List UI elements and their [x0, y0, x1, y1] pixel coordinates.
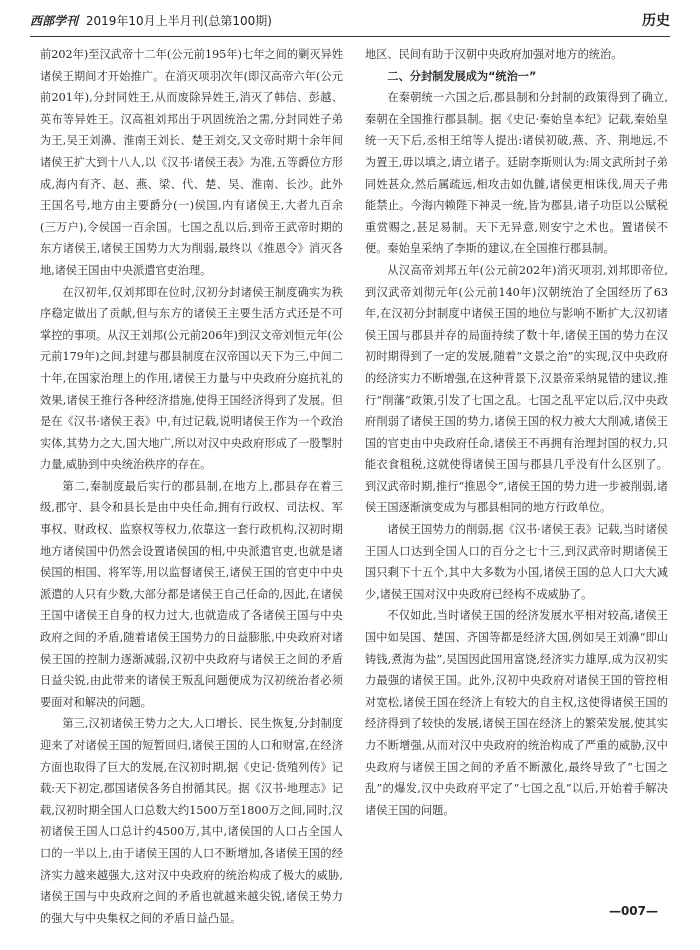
paragraph: 在汉初年,仅刘邦即在位时,汉初分封诸侯王制度确实为秩序稳定做出了贡献,但与东方的诸侯王主要生活方式还是不可掌控的事项。从汉王刘邦(公元前206年)到汉文帝刘恒元年(公元前179年)之间,封建与郡县制度在汉帝国以天下为三,中间二十年,在国家治理上的作用,诸侯王力量与中央政府分庭抗礼的效果,诸侯王推行各种经济措施,使得王国经济得到了发展。但是在《汉书·诸侯王表》中,有过记载,说明诸侯王作为一个政治实体,其势力之大,国大地广,所以对汉中央政府形成了一股掣肘力量,威胁到中央统治秩序的存在。 [40, 285, 343, 472]
paragraph: 地区、民间有助于汉朝中央政府加强对地方的统治。 [365, 48, 623, 61]
journal-info [30, 12, 272, 29]
section-label: 历史 [642, 13, 670, 29]
paragraph: 在秦朝统一六国之后,郡县制和分封制的政策得到了确立,秦朝在全国推行郡县制。据《史记·秦始皇本纪》记载,秦始皇统一天下后,丞相王绾等人提出:诸侯初破,燕、齐、荆地远,不为置王,毋以填之,请立诸子。廷尉李斯则认为:周文武所封子弟同姓甚众,然后属疏远,相攻击如仇雠,诸侯更相诛伐,周天子弗能禁止。今海内赖陛下神灵一统,皆为郡县,诸子功臣以公赋税重赏赐之,甚足易制。天下无异意,则安宁之术也。置诸侯不便。秦始皇采纳了李斯的建议,在全国推行郡县制。 [365, 91, 668, 256]
page-header [30, 10, 670, 37]
issue-info: 2019年10月上半月刊(总第100期) [85, 14, 272, 28]
right-column [365, 44, 668, 894]
section-heading: 二、分封制发展成为“统治一” [387, 69, 537, 83]
page-number: —007— [608, 904, 658, 918]
paragraph: 前202年)至汉武帝十二年(公元前195年)七年之间的剿灭异姓诸侯王期间才开始推广。在消灭项羽次年(即汉高帝六年(公元前201年),分封同姓王,从而废除异姓王,消灭了韩信、彭越、英布等异姓王。汉高祖刘邦出于巩固统治之需,分封同姓子弟为王,吴王刘濞、淮南王刘长、楚王刘交,又文帝时期十余年间诸侯王扩大到十八人,以《汉书·诸侯王表》为准,五等爵位方形成,海内有齐、赵、燕、梁、代、楚、吴、淮南、长沙。此外王国名号,地方由主要爵分(一)侯国,内有诸侯王,大者九百余(三万户),令侯国一百余国。七国之乱以后,到帝王武帝时期的东方诸侯王,诸侯王国势力大为削弱,最终以《推恩令》消灭各地,诸侯王国由中央派遣官吏治理。 [40, 48, 343, 277]
paragraph: 不仅如此,当时诸侯王国的经济发展水平相对较高,诸侯王国中如吴国、楚国、齐国等都是经济大国,例如吴王刘濞“即山铸钱,煮海为盐”,吴国因此国用富饶,经济实力雄厚,成为汉初实力最强的诸侯王国。此外,汉初中央政府对诸侯王国的管控相对宽松,诸侯王国在经济上有较大的自主权,这使得诸侯王国的经济得到了较快的发展,诸侯王国在经济上的繁荣发展,使其实力不断增强,从而对汉中央政府的统治构成了严重的威胁,汉中央政府与诸侯王国之间的矛盾不断激化,最终导致了“七国之乱”的爆发,汉中央政府平定了“七国之乱”以后,开始着手解决诸侯王国的问题。 [365, 609, 668, 817]
left-column [40, 44, 343, 925]
paragraph: 第二,秦制度最后实行的郡县制,在地方上,郡县存在着三级,郡守、县令和县长是由中央任命,拥有行政权、司法权、军事权、财政权、监察权等权力,依靠这一套行政机构,汉初时期地方诸侯国中仍然会设置诸侯国的相,中央派遣官吏,也就是诸侯国的相国、将军等,用以监督诸侯王,诸侯王国的官吏中中央派遣的人只有少数,大部分都是诸侯王自己任命的,因此,在诸侯王国中诸侯王自身的权力过大,也就造成了各诸侯王国与中央政府之间的矛盾,随着诸侯王国势力的日益膨胀,中央政府对诸侯王国的控制力逐渐减弱,汉初中央政府与诸侯王之间的矛盾日益尖锐,由此带来的诸侯王叛乱问题便成为汉初统治者必须要面对和解决的问题。 [40, 479, 343, 709]
paragraph: 第三,汉初诸侯王势力之大,人口增长、民生恢复,分封制度迎来了对诸侯王国的短暂回归,诸侯王国的人口和财富,在经济方面也取得了巨大的发展,在汉初时期,据《史记·货殖列传》记载:天下初定,郡国诸侯各务自拊循其民。据《汉书·地理志》记载,汉初时期全国人口总数大约1500万至1800万之间,同时,汉初诸侯王国人口总计约4500万,其中,诸侯国的人口占全国人口的一半以上,由于诸侯王国的人口不断增加,各诸侯王国的经济实力越来越强大,这对汉中央政府的统治构成了极大的威胁,诸侯王国与中央政府之间的矛盾也就越来越尖锐,诸侯王势力的强大与中央集权之间的矛盾日益凸显。 [40, 717, 343, 925]
paragraph: 从汉高帝刘邦五年(公元前202年)消灭项羽,刘邦即帝位,到汉武帝刘彻元年(公元前140年)汉朝统治了全国经历了63年,在汉初分封制度中诸侯王国的地位与影响不断扩大,汉初诸侯王国与郡县并存的局面持续了数十年,诸侯王国的势力在汉初时期得到了一定的发展,随着“文景之治”的实现,汉中央政府的经济实力不断增强,在这种背景下,汉景帝采纳晁错的建议,推行“削藩”政策,引发了七国之乱。七国之乱平定以后,汉中央政府削弱了诸侯王国的势力,诸侯王国的权力被大大削减,诸侯王国的官吏由中央政府任命,诸侯王不再拥有治理封国的权力,只能衣食租税,这就使得诸侯王国与郡县几乎没有什么区别了。到汉武帝时期,推行“推恩令”,诸侯王国的势力进一步被削弱,诸侯王国逐渐演变成为与郡县相同的地方行政单位。 [365, 263, 668, 515]
paragraph: 诸侯王国势力的削弱,据《汉书·诸侯王表》记载,当时诸侯王国人口达到全国人口的百分之七十三,到汉武帝时期诸侯王国只剩下十五个,其中大多数为小国,诸侯王国的总人口大大减少,诸侯王国对汉中央政府已经构不成威胁了。 [365, 523, 668, 601]
journal-name: 西部学刊 [30, 14, 79, 28]
